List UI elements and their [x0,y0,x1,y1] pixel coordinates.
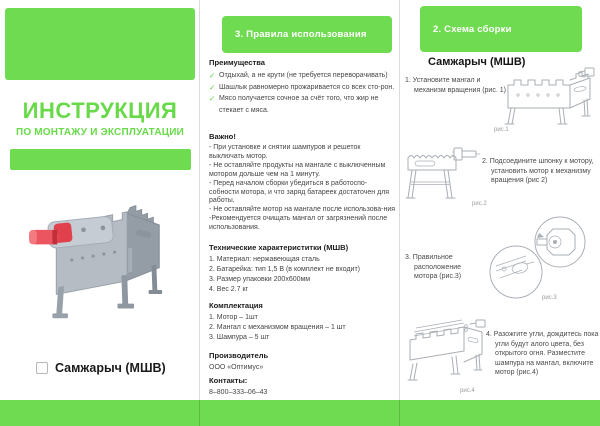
assembly-panel [400,0,600,426]
important-item: - Не оставляйте мотор на мангале после использова-ния [209,206,396,214]
cover-accent-bar [10,149,191,170]
assembly-step-2: 2. Подсоедините шпонку к мотору, установить мотор к механизму вращения (рис 2) [482,158,594,185]
usage-header: 3. Правила использования [222,16,392,53]
specs-heading: Технические характериститки (МШВ) [209,243,349,252]
manufacturer-section [209,351,396,372]
spec-item: 2. Батарейка: тип 1,5 В (в комплект не входит) [209,266,360,273]
contacts-phone: 8–800–333–06–43 [209,389,268,396]
package-item: 2. Мангал с механизмом вращения – 1 шт [209,324,346,331]
important-section [209,132,396,233]
bottom-accent-bar [0,400,600,426]
important-heading: Важно! [209,132,236,141]
fold-line [399,0,400,426]
checkbox-icon [36,362,48,374]
cover-top-block [5,8,195,80]
assembly-step-3: 3. Правильное расположение мотора (рис.3) [405,254,462,281]
advantage-text: Шашлык равномерно прожаривается со всех сто-рон. [219,83,395,91]
assembly-header: 2. Схема сборки [420,6,582,52]
check-icon: ✓ [209,71,216,80]
grill-illustration [26,190,174,326]
important-item: -Рекомендуется очищать мангал от загрязнений после использования. [209,215,388,232]
advantage-text: Отдыхай, а не крути (не требуется переворачивать) [219,72,388,79]
figure-2-caption: рис.2 [472,201,487,207]
manufacturer-name: ООО «Оптимус» [209,364,264,371]
advantage-item [209,82,396,94]
figure-4-illustration [404,314,490,386]
important-item: - Не оставляйте продукты на мангале с выключенным мотором дольше чем на 1 минуту. [209,161,386,178]
usage-panel [200,0,400,426]
package-item: 1. Мотор – 1шт [209,314,258,321]
figure-3-illustration [460,216,600,300]
page-title: ИНСТРУКЦИЯ [22,98,178,123]
figure-3-caption: рис.3 [542,295,557,301]
spec-item: 4. Вес 2.7 кг [209,286,249,293]
contacts-section [209,376,396,397]
cover-panel [0,0,200,426]
important-item: - Перед началом сборки убедиться в работоспо-собности мотора, и что заряд батареек достаточен для работы. [209,179,390,205]
spec-item: 3. Размер упаковки 200х600мм [209,276,311,283]
package-section [209,301,396,343]
product-name: Самжарыч (МШВ) [55,361,166,375]
advantage-item [209,93,396,116]
figure-1-illustration [500,64,598,128]
advantage-item [209,70,396,82]
spec-item: 1. Материал: нержавеющая сталь [209,256,320,263]
assembly-step-4: 4. Разожгите угли, дождитесь пока угли будут алого цвета, без открытого огня. Разместите шампура на мангал, включите мотор (рис.4) [486,331,599,377]
figure-2-illustration [402,146,482,204]
figure-4-caption: рис.4 [460,388,475,394]
figure-1-caption: рис.1 [494,127,509,133]
advantages-section [209,58,396,116]
contacts-heading: Контакты: [209,376,248,385]
specs-section [209,243,396,295]
page-subtitle: ПО МОНТАЖУ И ЭКСПЛУАТАЦИИ [15,127,185,138]
package-item: 3. Шампура – 5 шт [209,334,270,341]
important-item: - При установке и снятии шампуров и решеток выключать мотор. [209,144,361,160]
advantages-heading: Преимущества [209,58,265,67]
check-icon: ✓ [209,82,216,92]
assembly-step-1: 1. Установите мангал и механизм вращения (рис. 1) [405,77,506,94]
package-heading: Комплектация [209,301,263,310]
assembly-product-title: Самжарыч (МШВ) [428,56,526,68]
advantage-text: Мясо получается сочное за счёт того, что жир не стекает с мяса. [219,95,379,114]
product-label-row [36,361,166,375]
check-icon: ✓ [209,94,216,103]
fold-line [199,0,200,426]
manufacturer-heading: Производитель [209,351,269,360]
